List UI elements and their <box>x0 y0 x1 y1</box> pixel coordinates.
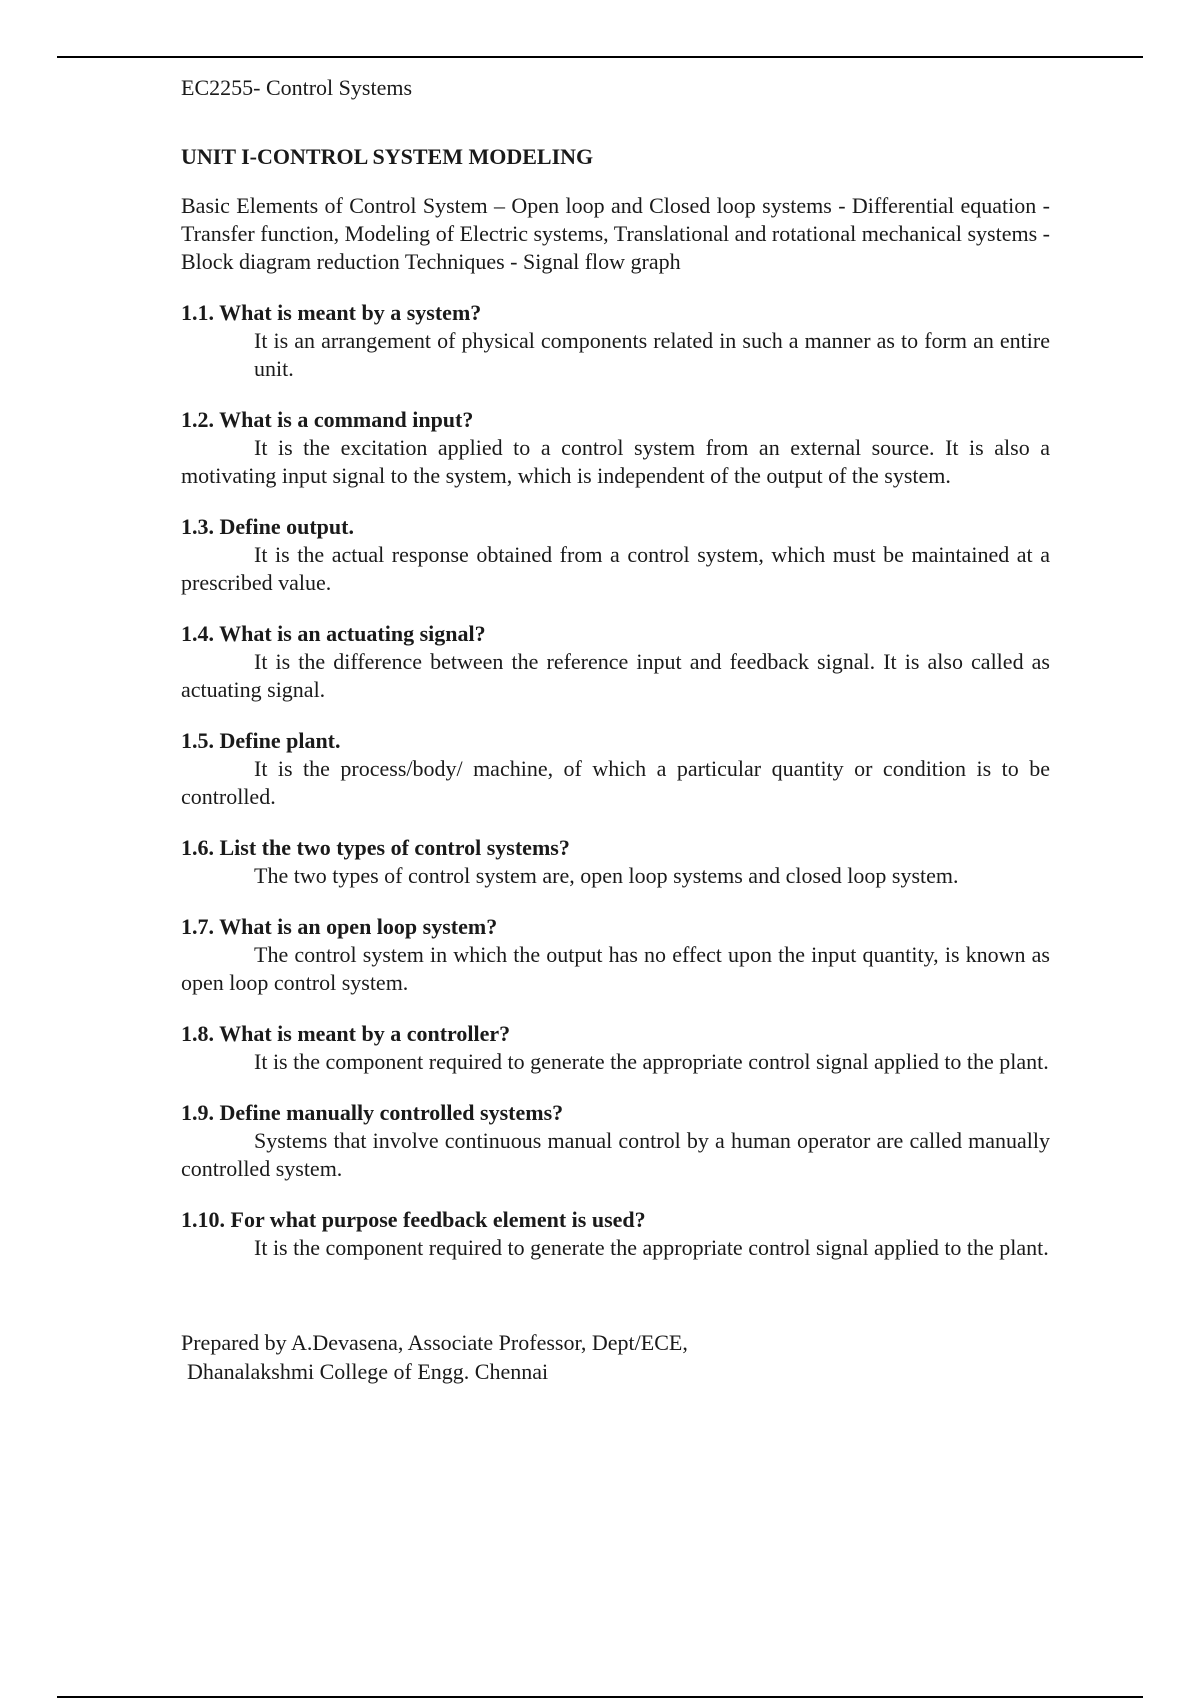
author-footer <box>181 1328 1050 1386</box>
qa-item-1 <box>181 299 1050 383</box>
question: 1.3. Define output. <box>181 514 354 539</box>
answer: It is the process/body/ machine, of which a particular quantity or condition is to be controlled. <box>181 756 1050 809</box>
answer: It is the component required to generate the appropriate control signal applied to the plant. <box>254 1049 1049 1074</box>
college-line: Dhanalakshmi College of Engg. Chennai <box>187 1359 549 1384</box>
question: 1.6. List the two types of control systems? <box>181 835 570 860</box>
question: 1.1. What is meant by a system? <box>181 300 482 325</box>
answer: It is the actual response obtained from a control system, which must be maintained at a prescribed value. <box>181 542 1050 595</box>
answer: It is the component required to generate the appropriate control signal applied to the plant. <box>254 1235 1049 1260</box>
qa-item-9 <box>181 1099 1050 1183</box>
unit-syllabus: Basic Elements of Control System – Open loop and Closed loop systems - Differential equation - Transfer function, Modeling of Electric systems, Translational and rotational mechanical systems - Block diagram reduction Techniques - Signal flow graph <box>181 193 1050 274</box>
question: 1.5. Define plant. <box>181 728 341 753</box>
qa-item-5 <box>181 727 1050 811</box>
question: 1.10. For what purpose feedback element is used? <box>181 1207 646 1232</box>
author-line: Prepared by A.Devasena, Associate Professor, Dept/ECE, <box>181 1330 688 1355</box>
question: 1.2. What is a command input? <box>181 407 474 432</box>
qa-item-8 <box>181 1020 1050 1076</box>
unit-title: UNIT I-CONTROL SYSTEM MODELING <box>181 144 594 169</box>
document-page <box>181 70 1050 1386</box>
bottom-rule <box>57 1696 1143 1698</box>
answer: Systems that involve continuous manual control by a human operator are called manually controlled system. <box>181 1128 1050 1181</box>
qa-item-7 <box>181 913 1050 997</box>
question: 1.8. What is meant by a controller? <box>181 1021 511 1046</box>
qa-item-3 <box>181 513 1050 597</box>
answer: It is the difference between the reference input and feedback signal. It is also called as actuating signal. <box>181 649 1050 702</box>
top-rule <box>57 56 1143 58</box>
course-header: EC2255- Control Systems <box>181 75 413 100</box>
answer: It is an arrangement of physical components related in such a manner as to form an entire unit. <box>254 328 1050 381</box>
qa-item-2 <box>181 406 1050 490</box>
answer: It is the excitation applied to a control system from an external source. It is also a motivating input signal to the system, which is independent of the output of the system. <box>181 435 1050 488</box>
qa-item-6 <box>181 834 1050 890</box>
qa-item-4 <box>181 620 1050 704</box>
answer: The two types of control system are, open loop systems and closed loop system. <box>254 863 959 888</box>
question: 1.9. Define manually controlled systems? <box>181 1100 564 1125</box>
qa-item-10 <box>181 1206 1050 1262</box>
question: 1.4. What is an actuating signal? <box>181 621 486 646</box>
answer: The control system in which the output has no effect upon the input quantity, is known as open loop control system. <box>181 942 1050 995</box>
question: 1.7. What is an open loop system? <box>181 914 498 939</box>
